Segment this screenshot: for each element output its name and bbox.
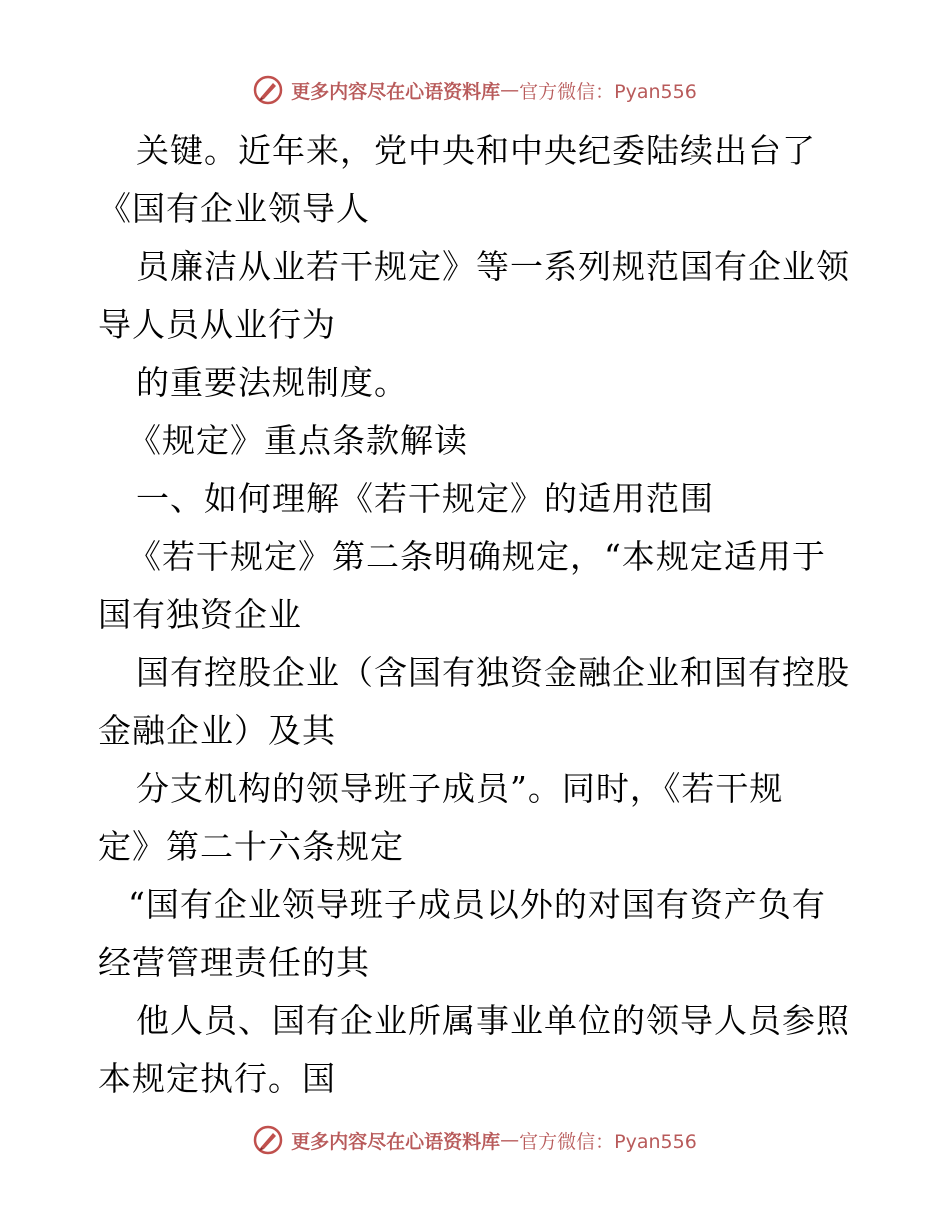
text-line: 《若干规定》第二条明确规定，“本规定适用于 xyxy=(128,537,826,576)
text-line: 员廉洁从业若干规定》等一系列规范国有企业领 xyxy=(136,247,850,286)
text-line: “国有企业领导班子成员以外的对国有资产负有 xyxy=(128,885,826,924)
banner-wechat-text: 官方微信：Pyan556 xyxy=(519,80,697,103)
banner-brand-text: 更多内容尽在心语资料库 xyxy=(291,80,501,103)
text-line: 分支机构的领导班子成员”。同时，《若干规 xyxy=(136,769,784,808)
text-line: 关键。近年来，党中央和中央纪委陆续出台了 xyxy=(136,131,816,170)
text-line: 定》第二十六条规定 xyxy=(98,827,404,866)
banner-separator: — xyxy=(500,79,520,101)
header-banner xyxy=(0,70,950,110)
text-line: 导人员从业行为 xyxy=(98,305,336,344)
text-line: 国有独资企业 xyxy=(98,595,302,634)
text-line: 本规定执行。国 xyxy=(98,1059,336,1098)
text-line: 的重要法规制度。 xyxy=(136,363,408,402)
pen-logo-icon xyxy=(253,1125,283,1155)
footer-banner xyxy=(0,1120,950,1160)
banner-brand-text: 更多内容尽在心语资料库 xyxy=(291,1130,501,1153)
document-body xyxy=(98,122,858,1108)
text-line: 金融企业）及其 xyxy=(98,711,336,750)
text-line: 经营管理责任的其 xyxy=(98,943,370,982)
pen-logo-icon xyxy=(253,75,283,105)
section-heading: 《规定》重点条款解读 xyxy=(128,421,468,460)
text-line: 《国有企业领导人 xyxy=(98,189,370,228)
text-line: 他人员、国有企业所属事业单位的领导人员参照 xyxy=(136,1001,850,1040)
section-subheading: 一、如何理解《若干规定》的适用范围 xyxy=(136,479,714,518)
text-line: 国有控股企业（含国有独资金融企业和国有控股 xyxy=(136,653,850,692)
banner-wechat-text: 官方微信：Pyan556 xyxy=(519,1130,697,1153)
banner-separator: — xyxy=(500,1129,520,1151)
